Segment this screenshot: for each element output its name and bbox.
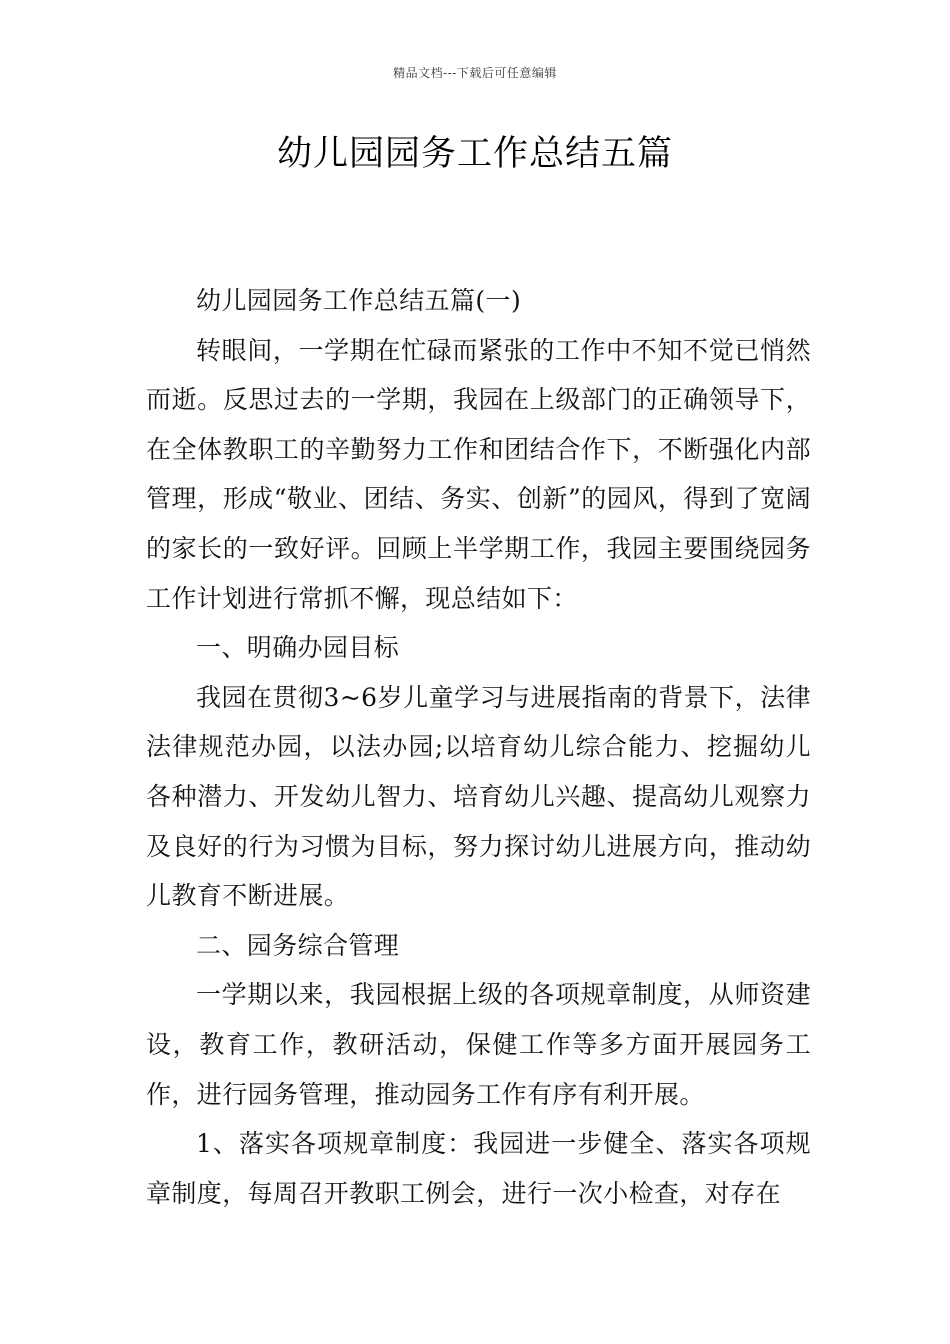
body-paragraph: 我园在贯彻3~6岁儿童学习与进展指南的背景下，法律法律规范办园，以法办园;以培育幼儿综合能力、挖掘幼儿各种潜力、开发幼儿智力、培育幼儿兴趣、提高幼儿观察力及良好的行为习惯为目标，努力探讨幼儿进展方向，推动幼儿教育不断进展。 [146,682,811,911]
header-note: 精品文档---下载后可任意编辑 [393,66,557,80]
body-paragraph: 1、落实各项规章制度：我园进一步健全、落实各项规章制度，每周召开教职工例会，进行一次小检查，对存在 [146,1129,811,1208]
section-heading: 一、明确办园目标 [196,633,400,663]
document-body [146,276,811,1218]
document-title: 幼儿园园务工作总结五篇 [276,134,673,174]
section-heading: 幼儿园园务工作总结五篇(一) [196,286,522,315]
body-paragraph: 一学期以来，我园根据上级的各项规章制度，从师资建设，教育工作，教研活动，保健工作等多方面开展园务工作，进行园务管理，推动园务工作有序有利开展。 [146,980,811,1109]
body-paragraph: 转眼间，一学期在忙碌而紧张的工作中不知不觉已悄然而逝。反思过去的一学期，我园在上级部门的正确领导下，在全体教职工的辛勤努力工作和团结合作下，不断强化内部管理，形成“敬业、团结、务实、创新”的园风，得到了宽阔的家长的一致好评。回顾上半学期工作，我园主要围绕园务工作计划进行常抓不懈，现总结如下： [146,335,811,613]
section-heading: 二、园务综合管理 [196,930,400,960]
